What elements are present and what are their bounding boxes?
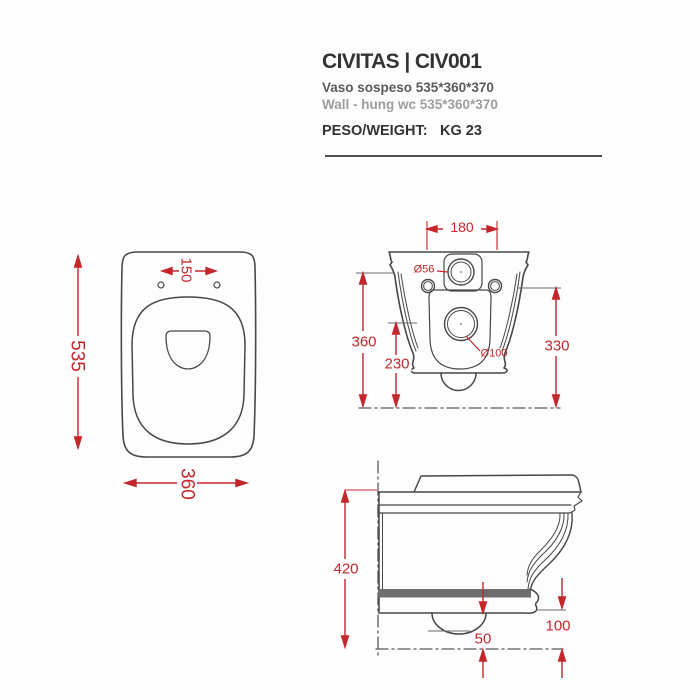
dim-230-arrow-down [393,395,400,406]
hinge-hole-left [158,282,164,288]
dim-label-overall-height: 420 [333,560,359,578]
extension-lines [356,273,566,631]
flush-water-outline [166,331,210,369]
dim-420-arrow-down [342,636,349,647]
dim-535-arrow-down [75,437,82,448]
dim-50-arrow-down [480,602,487,613]
dim-label-hole-height: 330 [544,337,570,355]
outlet-diameter-leader [466,336,480,351]
dim-100-arrow-down [559,597,566,608]
dim-label-outlet-diameter: Ø100 [480,347,508,360]
subtitle-english: Wall - hung wc 535*360*370 [322,97,498,112]
weight-label: PESO/WEIGHT: [322,123,428,139]
back-view-drawing [359,252,560,408]
dim-label-depth: 535 [66,340,88,372]
rim-molding-lines [378,492,582,513]
dim-180-arrow-left [427,226,437,232]
dim-label-inlet-diameter: Ø56 [413,263,435,276]
dim-330-arrow-down [553,395,560,406]
dim-label-hinge-spacing: 150 [177,257,195,283]
dim-420-arrow-up [342,491,349,502]
subtitle-italian: Vaso sospeso 535*360*370 [322,80,494,95]
top-view-drawing [121,252,255,457]
console-curve-2 [528,513,568,589]
dim-50-arrow-up [480,650,487,661]
inlet-diameter-leader [437,271,448,272]
title-divider-rule [325,155,602,157]
dim-label-width: 360 [176,468,198,500]
dim-150-arrow-left [162,268,172,275]
weight-value: KG 23 [440,123,482,139]
top-view-body-outline [121,252,255,457]
hinge-hole-right [214,282,220,288]
rim-shadow-band [378,589,531,598]
dim-535-arrow-up [75,256,82,267]
dim-label-outlet-height: 230 [384,355,410,373]
dim-label-inlet-height: 360 [351,333,377,351]
dim-label-rear-clearance: 100 [545,617,571,635]
fixing-hole-left-inner [424,282,433,291]
dim-360b-arrow-down [360,395,367,406]
dim-150-arrow-right [206,268,216,275]
dim-360t-arrow-right [236,480,247,487]
dim-360t-arrow-left [125,480,136,487]
dim-230-arrow-up [393,323,400,334]
dim-330-arrow-up [553,288,560,299]
back-view-body-outline [389,252,529,373]
dim-label-fixing-hole-spacing: 180 [450,219,474,235]
dim-100-arrow-up [559,650,566,661]
dim-360b-arrow-up [360,273,367,284]
seat-lid-outline [414,475,581,492]
trap-dome-arc [441,373,476,391]
dim-180-arrow-right [487,226,497,232]
console-curve-4 [527,513,560,575]
fixing-hole-right-inner [491,282,500,291]
waste-outlet-center-mark [460,323,462,325]
bowl-rim-outline [132,297,245,444]
dim-label-trap-clearance: 50 [474,630,492,648]
water-inlet-center-mark [460,271,462,273]
product-title: CIVITAS | CIV001 [322,50,482,73]
